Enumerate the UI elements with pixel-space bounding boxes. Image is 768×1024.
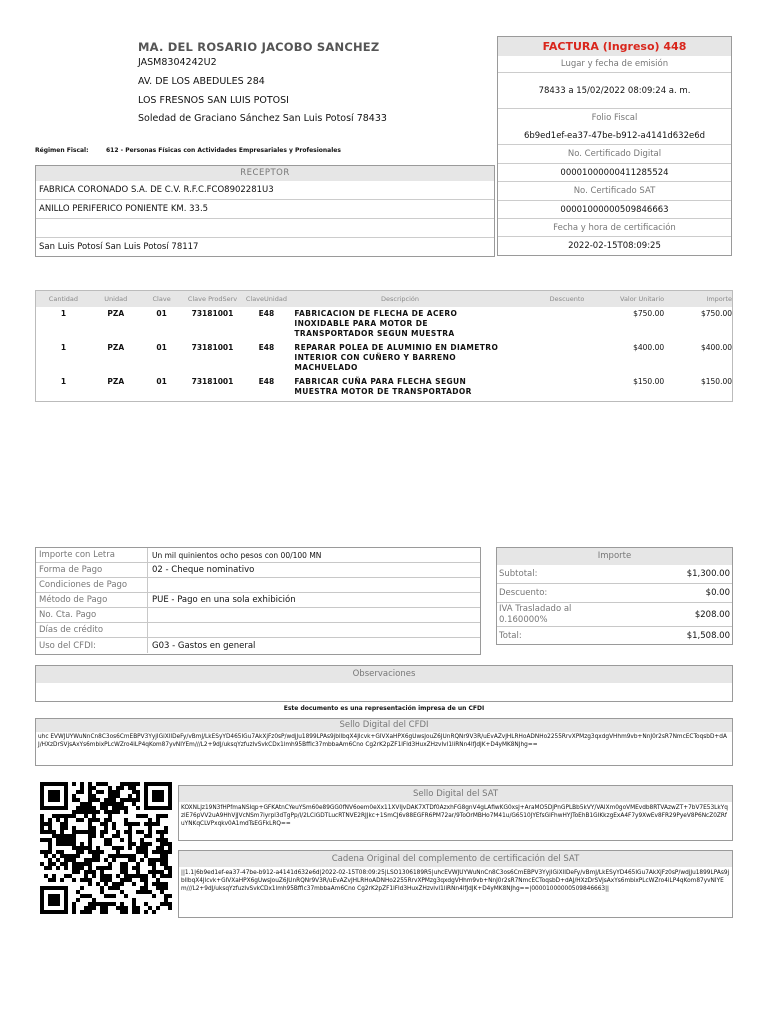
subtotal-value: $1,300.00 xyxy=(686,569,730,579)
cfdi-note: Este documento es una representación impresa de un CFDI xyxy=(283,705,485,712)
item-description: FABRICACION DE FLECHA DE ACERO INOXIDABLE PARA MOTOR DE TRANSPORTADOR SEGUN MUESTRA xyxy=(294,309,458,338)
descuento-row xyxy=(497,584,732,603)
items-table-box xyxy=(35,290,733,402)
place-date-label: Lugar y fecha de emisión xyxy=(498,56,731,73)
payment-row xyxy=(36,593,480,608)
payment-label: Días de crédito xyxy=(36,623,148,637)
regimen-value: 612 - Personas Físicas con Actividades Empresariales y Profesionales xyxy=(106,147,341,154)
payment-row xyxy=(36,548,480,563)
col-unidad: Unidad xyxy=(91,291,141,307)
col-clave: Clave xyxy=(141,291,183,307)
payment-label: Condiciones de Pago xyxy=(36,578,148,592)
col-claveunidad: ClaveUnidad xyxy=(242,291,290,307)
item-unit-value: $150.00 xyxy=(633,377,665,386)
receptor-line2: ANILLO PERIFERICO PONIENTE KM. 33.5 xyxy=(36,200,494,219)
item-prodserv: 73181001 xyxy=(191,377,234,386)
issuer-name: MA. DEL ROSARIO JACOBO SANCHEZ xyxy=(138,40,380,54)
item-prodserv: 73181001 xyxy=(191,309,234,318)
cert-date-value: 2022-02-15T08:09:25 xyxy=(568,241,661,251)
item-importe: $400.00 xyxy=(700,343,732,352)
cert-sat-value: 00001000000509846663 xyxy=(498,201,731,219)
sello-sat-text: KOXNLJz19N3fHPfmaNSIqp+GFKAtnCYeuYSm60e89GG0fNV6oem0eXx11XVIJvDAK7XTDf0AzxhFG8gnV4gLAfiwKG0xsJ+AraMO5DjPnGPLBb5kVY/VAIXm0goVMEvdb8RTVAzwZT+7bV7E53LkYqzlE76pVV2uA9HhVjJVcNSm7iyrpl3dTgPp/l/2LCiGDTLucRTNVE2RJJkc+1SmCJ6v88EGFR6PM72ar/9ToOrMBHo7M41u/G6510JYEfsGiFhwHYJToEhB1GIKkzgExA4F7y9XwEv8FR29PyeV8P6NcZ0ZRfuYNKqCLVPxqkv0A1mdTsEGFkLRQ== xyxy=(181,805,728,827)
iva-row xyxy=(497,603,732,627)
issuer-city: Soledad de Graciano Sánchez San Luis Potosí 78433 xyxy=(138,113,387,124)
invoice-info-box xyxy=(497,36,732,256)
item-description: REPARAR POLEA DE ALUMINIO EN DIAMETRO INTERIOR CON CUÑERO Y BARRENO MACHUELADO xyxy=(294,343,499,372)
item-unit: PZA xyxy=(107,343,125,352)
item-qty: 1 xyxy=(60,343,67,352)
qr-code xyxy=(40,782,172,914)
descuento-value: $0.00 xyxy=(705,588,730,598)
cadena-header: Cadena Original del complemento de certificación del SAT xyxy=(179,851,732,867)
descuento-label: Descuento: xyxy=(499,588,548,598)
item-claveunidad: E48 xyxy=(258,377,275,386)
payment-row xyxy=(36,563,480,578)
total-value: $1,508.00 xyxy=(686,631,730,641)
cert-label: No. Certificado Digital xyxy=(498,145,731,164)
col-valor-unitario: Valor Unitario xyxy=(584,291,664,307)
payment-value: PUE - Pago en una sola exhibición xyxy=(152,595,296,605)
col-descripcion: Descripción xyxy=(290,291,509,307)
item-importe: $750.00 xyxy=(700,309,732,318)
sello-cfdi-header: Sello Digital del CFDI xyxy=(36,719,732,732)
observaciones-header: Observaciones xyxy=(36,666,732,683)
payment-row xyxy=(36,638,480,653)
payment-row xyxy=(36,608,480,623)
col-importe: Importe xyxy=(664,291,732,307)
observaciones-text xyxy=(36,683,732,701)
regimen-label: Régimen Fiscal: xyxy=(35,147,89,154)
receptor-box xyxy=(35,165,495,257)
col-descuento: Descuento xyxy=(510,291,585,307)
receptor-line4: San Luis Potosí San Luis Potosí 78117 xyxy=(39,242,199,252)
iva-label: IVA Trasladado al 0.160000% xyxy=(499,603,572,625)
item-descuento xyxy=(510,375,585,399)
cadena-text: ||1.1|6b9ed1ef-ea37-47be-b912-a4141d632e6d|2022-02-15T08:09:25|LSO1306189R5|uhcEVWJUYWuNnCn8C3os6CmEBPV3YyjIGiXIIDeFy/vBmJ/LkESyYD465IGu7AkXjFz0sP/wdjJu1899LPAs9jbllbqX4Jlcvk+GIVXaHPX6gUwsJouZ6JUnRQNr9V3R/uEvAZvJHLRHoADNHo2255RrvXPMzg3qxdgVHhm9vb+NnJ0r2sR7NmcECToqsbD+dAJ/HXzDrSVjsAxYs6mbixPLcWZro4iLP4qKom87yvNIYEm///L2+9dJ/uksqYzfuzIvSvkCDx1lmh95BffIc37mbbaAm6Cno Cg2rK2pZF1lFld3HuxZHzvIvI1liRNn4lfJdJK+D4yMK8NJhg==|00001000000509846663|| xyxy=(181,870,730,892)
items-table xyxy=(36,291,732,399)
item-unit: PZA xyxy=(107,309,125,318)
cert-value: 00001000000411285524 xyxy=(498,164,731,182)
folio-label: Folio Fiscal xyxy=(591,113,638,123)
item-clave: 01 xyxy=(156,309,167,318)
item-unit-value: $750.00 xyxy=(633,309,665,318)
receptor-line1: FABRICA CORONADO S.A. DE C.V. R.F.C.FCO8902281U3 xyxy=(36,181,494,200)
iva-value: $208.00 xyxy=(694,609,730,620)
payment-label: No. Cta. Pago xyxy=(36,608,148,622)
cadena-box xyxy=(178,850,733,918)
sello-cfdi-box xyxy=(35,718,733,766)
payment-value: 02 - Cheque nominativo xyxy=(152,565,255,575)
sello-sat-header: Sello Digital del SAT xyxy=(179,786,732,802)
payment-row xyxy=(36,578,480,593)
payment-label: Forma de Pago xyxy=(36,563,148,577)
payment-label: Método de Pago xyxy=(36,593,148,607)
payment-label: Uso del CFDI: xyxy=(36,638,148,653)
payment-label: Importe con Letra xyxy=(36,548,148,562)
table-row xyxy=(36,341,732,375)
subtotal-label: Subtotal: xyxy=(499,569,538,579)
totals-header: Importe xyxy=(497,548,732,565)
place-date: 78433 a 15/02/2022 08:09:24 a. m. xyxy=(498,73,731,109)
item-prodserv: 73181001 xyxy=(191,343,234,352)
payment-value: G03 - Gastos en general xyxy=(152,640,256,651)
item-claveunidad: E48 xyxy=(258,343,275,352)
totals-box xyxy=(496,547,733,645)
issuer-rfc: JASM8304242U2 xyxy=(138,57,217,68)
cert-date-label: Fecha y hora de certificación xyxy=(498,219,731,237)
item-unit: PZA xyxy=(107,377,125,386)
payment-value: Un mil quinientos ocho pesos con 00/100 MN xyxy=(152,550,322,560)
item-importe: $150.00 xyxy=(700,377,732,386)
table-row xyxy=(36,307,732,341)
item-clave: 01 xyxy=(156,343,167,352)
folio-value: 6b9ed1ef-ea37-47be-b912-a4141d632e6d xyxy=(498,127,731,145)
subtotal-row xyxy=(497,565,732,584)
item-claveunidad: E48 xyxy=(258,309,275,318)
item-qty: 1 xyxy=(60,377,67,386)
item-descuento xyxy=(510,341,585,375)
receptor-header: RECEPTOR xyxy=(36,166,494,181)
sello-cfdi-text: uhc EVWJUYWuNnCn8C3os6CmEBPV3YyjIGiXIIDeFy/vBmJ/LkESyYD465IGu7AkXjFz0sP/wdjJu1899LPAs9jbllbqX4Jlcvk+GIVXaHPX6gUwsJouZ6JUnRQNr9V3R/uEvAZvJHLRHoADNHo2255RrvXPMzg3qxdgVHhm9vb+NnJ0r2sR7NmcECToqsbD+dAJ/HXzDrSVjsAxYs6mbixPLcWZro4iLP4qKom87yvNIYEm///L2+9dJ/uksqYzfuzIvSvkCDx1lmh95BffIc37mbbaAm6Cno Cg2rK2pZF1lFld3HuxZHzvIvI1liRNn4lfJdJK+D4yMK8NJhg== xyxy=(38,734,727,748)
total-row xyxy=(497,627,732,645)
item-clave: 01 xyxy=(156,377,167,386)
payment-row xyxy=(36,623,480,638)
issuer-colonia: LOS FRESNOS SAN LUIS POTOSI xyxy=(138,95,289,106)
cert-sat-label: No. Certificado SAT xyxy=(498,182,731,201)
invoice-title: FACTURA (Ingreso) 448 xyxy=(498,37,731,56)
issuer-street: AV. DE LOS ABEDULES 284 xyxy=(138,76,265,87)
col-prodserv: Clave ProdServ xyxy=(183,291,243,307)
sello-sat-box xyxy=(178,785,733,841)
table-row xyxy=(36,375,732,399)
item-unit-value: $400.00 xyxy=(633,343,665,352)
observaciones-box xyxy=(35,665,733,702)
item-description: FABRICAR CUÑA PARA FLECHA SEGUN MUESTRA MOTOR DE TRANSPORTADOR xyxy=(294,377,472,396)
payment-box xyxy=(35,547,481,655)
item-qty: 1 xyxy=(60,309,67,318)
col-cantidad: Cantidad xyxy=(36,291,91,307)
total-label: Total: xyxy=(499,631,522,641)
receptor-line3 xyxy=(36,219,494,238)
item-descuento xyxy=(510,307,585,341)
